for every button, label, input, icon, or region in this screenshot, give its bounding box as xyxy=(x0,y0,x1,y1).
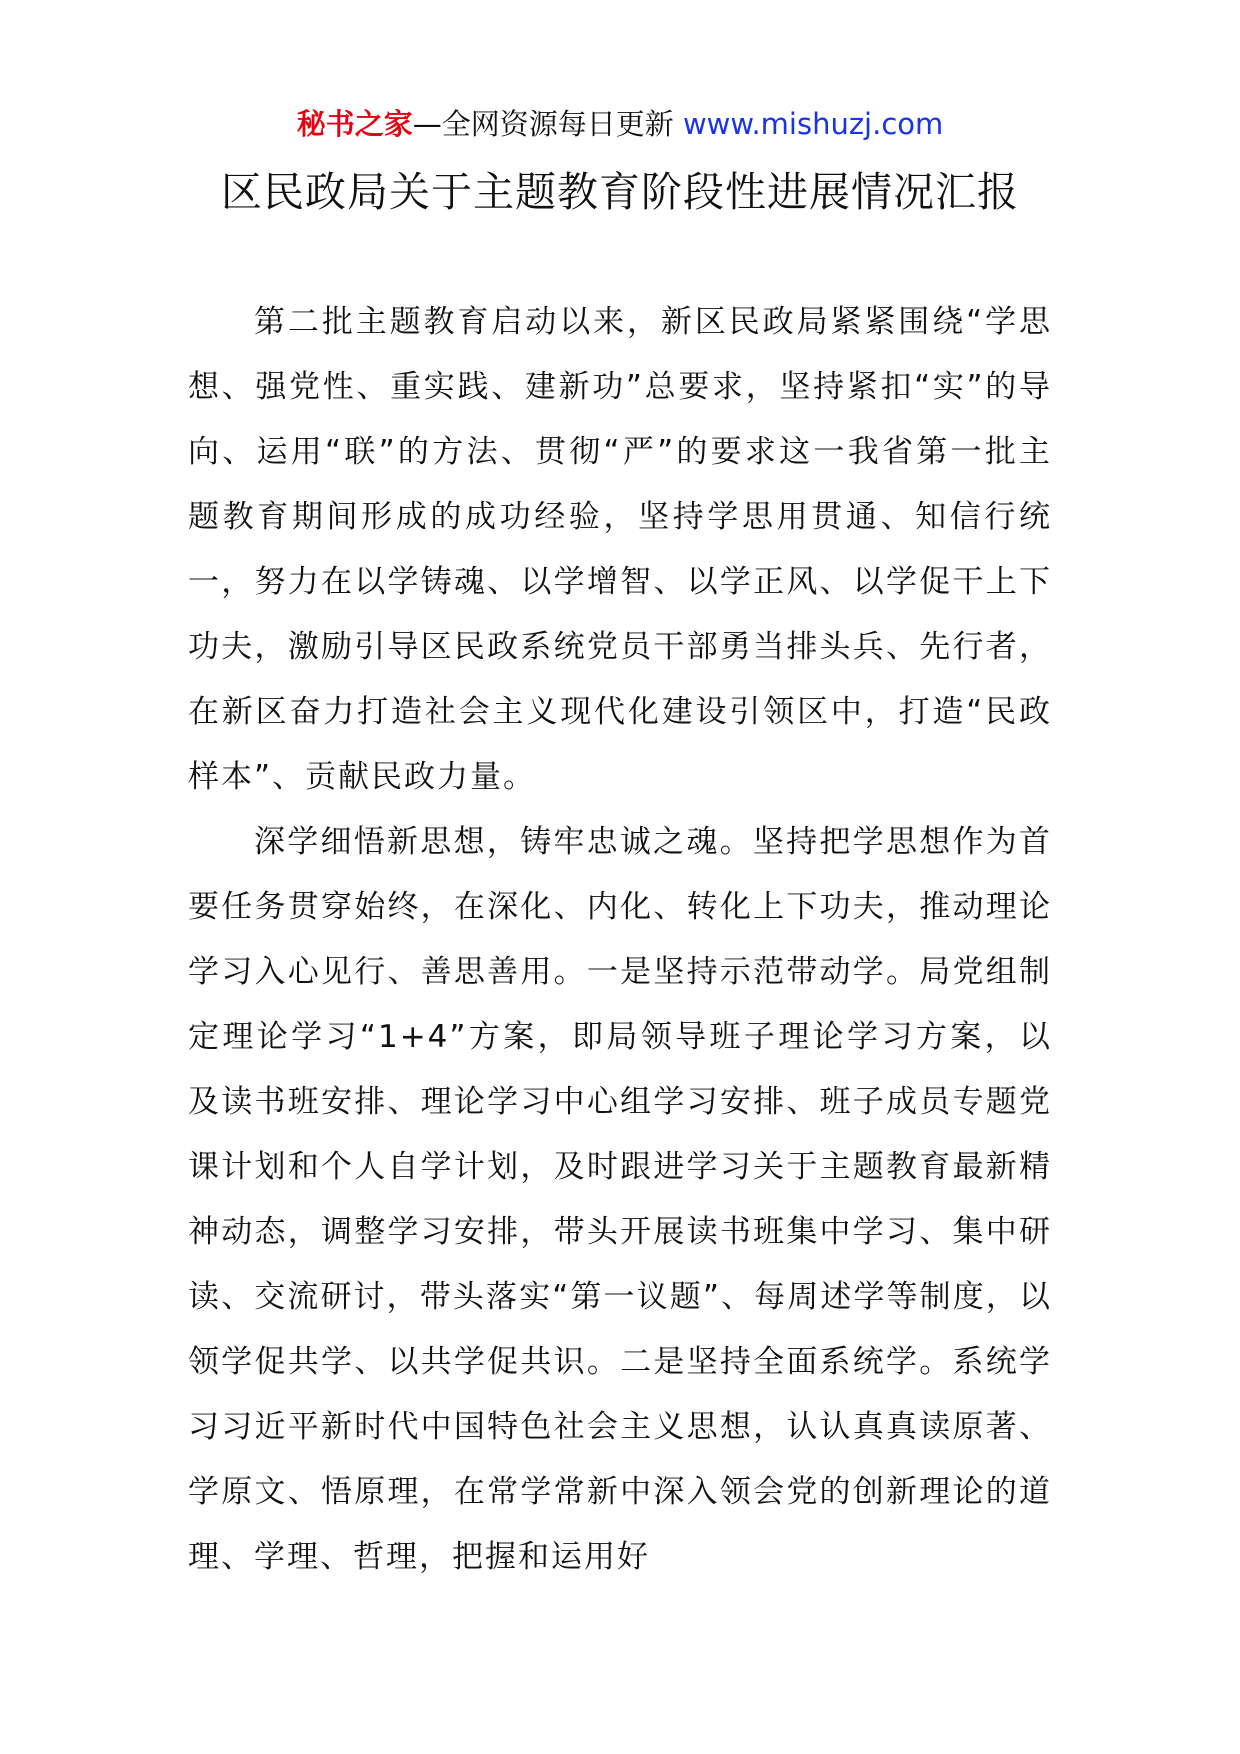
header-tagline: —全网资源每日更新 xyxy=(412,107,683,141)
watermark-header xyxy=(0,104,1240,144)
brand-name: 秘书之家 xyxy=(296,107,413,141)
document-body xyxy=(188,290,1052,1590)
document-title: 区民政局关于主题教育阶段性进展情况汇报 xyxy=(221,168,1019,216)
paragraph: 第二批主题教育启动以来，新区民政局紧紧围绕“学思想、强党性、重实践、建新功”总要求，坚持紧扣“实”的导向、运用“联”的方法、贯彻“严”的要求这一我省第一批主题教育期间形成的成功经验，坚持学思用贯通、知信行统一，努力在以学铸魂、以学增智、以学正风、以学促干上下功夫，激励引导区民政系统党员干部勇当排头兵、先行者，在新区奋力打造社会主义现代化建设引领区中，打造“民政样本”、贡献民政力量。 xyxy=(188,304,1052,795)
paragraph: 深学细悟新思想，铸牢忠诚之魂。坚持把学思想作为首要任务贯穿始终，在深化、内化、转化上下功夫，推动理论学习入心见行、善思善用。一是坚持示范带动学。局党组制定理论学习“1+4”方案，即局领导班子理论学习方案，以及读书班安排、理论学习中心组学习安排、班子成员专题党课计划和个人自学计划，及时跟进学习关于主题教育最新精神动态，调整学习安排，带头开展读书班集中学习、集中研读、交流研讨，带头落实“第一议题”、每周述学等制度，以领学促共学、以共学促共识。二是坚持全面系统学。系统学习习近平新时代中国特色社会主义思想，认认真真读原著、学原文、悟原理，在常学常新中深入领会党的创新理论的道理、学理、哲理，把握和运用好 xyxy=(188,824,1052,1575)
site-url[interactable]: www.mishuzj.com xyxy=(682,107,944,141)
